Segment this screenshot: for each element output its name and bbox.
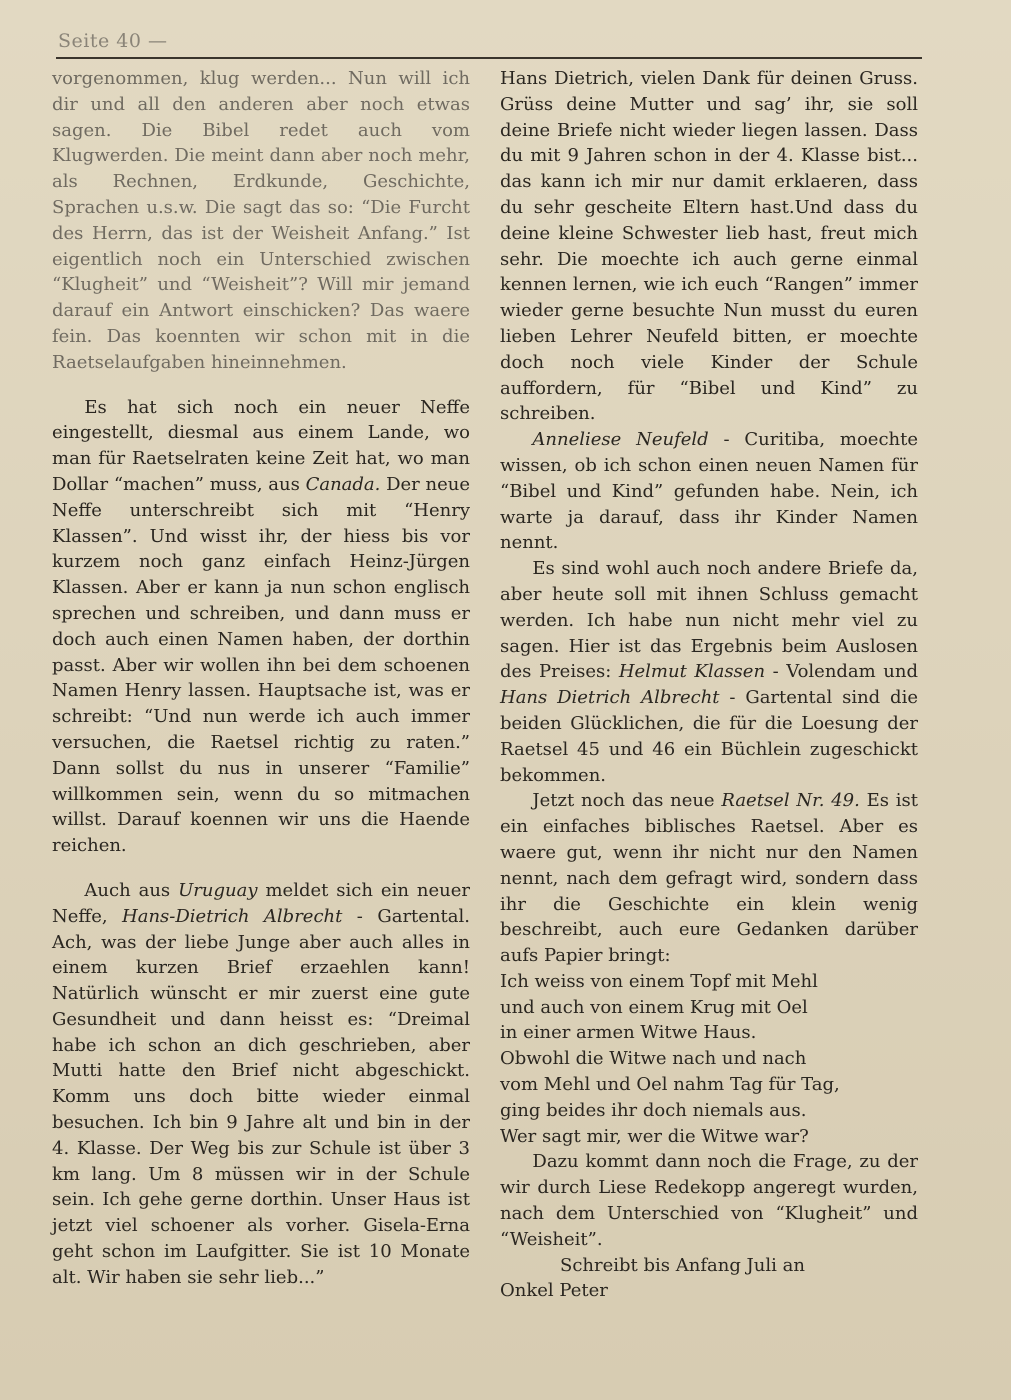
right-paragraph-4: Jetzt noch das neue Raetsel Nr. 49. Es ist ein einfaches biblisches Raetsel. Aber es waere gut, wenn ihr nicht nur den Namen nennt, nach dem gefragt wird, sondern dass ihr die Geschichte ein klein wenig beschreibt, auch eure Gedanken darüber aufs Papier bringt: xyxy=(500,790,918,967)
page-number: Seite 40 — xyxy=(58,30,168,52)
poem-line: Obwohl die Witwe nach und nach xyxy=(500,1048,807,1070)
signature: Onkel Peter xyxy=(500,1280,608,1302)
left-column xyxy=(52,66,470,1291)
poem-line: vom Mehl und Oel nahm Tag für Tag, xyxy=(500,1074,840,1096)
closing-line: Schreibt bis Anfang Juli an xyxy=(560,1254,805,1276)
poem-line: Ich weiss von einem Topf mit Mehl xyxy=(500,970,818,992)
right-paragraph-5: Dazu kommt dann noch die Frage, zu der wir durch Liese Redekopp angeregt wurden, nach dem Unterschied von “Klugheit” und “Weisheit”. xyxy=(500,1151,918,1250)
right-column xyxy=(500,66,918,1304)
poem-line: Wer sagt mir, wer die Witwe war? xyxy=(500,1125,809,1147)
header-rule xyxy=(56,57,922,59)
poem-line: in einer armen Witwe Haus. xyxy=(500,1022,757,1044)
right-paragraph-3: Es sind wohl auch noch andere Briefe da, aber heute soll mit ihnen Schluss gemacht werden. Ich habe nun nicht mehr viel zu sagen. Hier ist das Ergebnis beim Auslosen des Preises: Helmut Klassen - Volendam und Hans Dietrich Albrecht - Gartental sind die beiden Glücklichen, die für die Loesung der Raetsel 45 und 46 ein Büchlein zugeschickt bekommen. xyxy=(500,558,918,786)
left-paragraph-3: Auch aus Uruguay meldet sich ein neuer Neffe, Hans-Dietrich Albrecht - Gartental. Ach, was der liebe Junge aber auch alles in einem kurzen Brief erzaehlen kann! Natürlich wünscht er mir zuerst eine gute Gesundheit und dann heisst es: “Dreimal habe ich schon an dich geschrieben, aber Mutti hatte den Brief nicht abgeschickt. Komm uns doch bitte wieder einmal besuchen. Ich bin 9 Jahre alt und bin in der 4. Klasse. Der Weg bis zur Schule ist über 3 km lang. Um 8 müssen wir in der Schule sein. Ich gehe gerne dorthin. Unser Haus ist jetzt viel schoener als vorher. Gisela-Erna geht schon im Laufgitter. Sie ist 10 Monate alt. Wir haben sie sehr lieb...” xyxy=(52,879,470,1288)
right-paragraph-2: Anneliese Neufeld - Curitiba, moechte wissen, ob ich schon einen neuen Namen für “Bibel und Kind” gefunden habe. Nein, ich warte ja darauf, dass ihr Kinder Namen nennt. xyxy=(500,429,919,554)
poem-line: und auch von einem Krug mit Oel xyxy=(500,996,808,1018)
riddle-poem xyxy=(500,969,918,1150)
left-paragraph-1: vorgenommen, klug werden... Nun will ich dir und all den anderen aber noch etwas sagen. Die Bibel redet auch vom Klugwerden. Die meint dann aber noch mehr, als Rechnen, Erdkunde, Geschichte, Sprachen u.s.w. Die sagt das so: “Die Furcht des Herrn, das ist der Weisheit Anfang.” Ist eigentlich noch ein Unterschied zwischen “Klugheit” und “Weisheit”? Will mir jemand darauf ein Antwort einschicken? Das waere fein. Das koennten wir schon mit in die Raetselaufgaben hineinnehmen. xyxy=(52,68,470,373)
right-paragraph-1: Hans Dietrich, vielen Dank für deinen Gruss. Grüss deine Mutter und sag’ ihr, sie soll deine Briefe nicht wieder liegen lassen. Dass du mit 9 Jahren schon in der 4. Klasse bist... das kann ich mir nur damit erklaeren, dass du sehr gescheite Eltern hast.Und dass du deine kleine Schwester lieb hast, freut mich sehr. Die moechte ich auch gerne einmal kennen lernen, wie ich euch “Rangen” immer wieder gerne besuchte Nun musst du euren lieben Lehrer Neufeld bitten, er moechte doch noch viele Kinder der Schule auffordern, für “Bibel und Kind” zu schreiben. xyxy=(500,68,918,425)
poem-line: ging beides ihr doch niemals aus. xyxy=(500,1099,807,1121)
left-paragraph-2: Es hat sich noch ein neuer Neffe eingestellt, diesmal aus einem Lande, wo man für Raetselraten keine Zeit hat, wo man Dollar “machen” muss, aus Canada. Der neue Neffe unterschreibt sich mit “Henry Klassen”. Und wisst ihr, der hiess bis vor kurzem noch ganz einfach Heinz-Jürgen Klassen. Aber er kann ja nun schon englisch sprechen und schreiben, und dann muss er doch auch einen Namen haben, der dorthin passt. Aber wir wollen ihn bei dem schoenen Namen Henry lassen. Hauptsache ist, was er schreibt: “Und nun werde ich auch immer versuchen, die Raetsel richtig zu raten.” Dann sollst du nus in unserer “Familie” willkommen sein, wenn du so mitmachen willst. Darauf koennen wir uns die Haende reichen. xyxy=(52,396,471,857)
